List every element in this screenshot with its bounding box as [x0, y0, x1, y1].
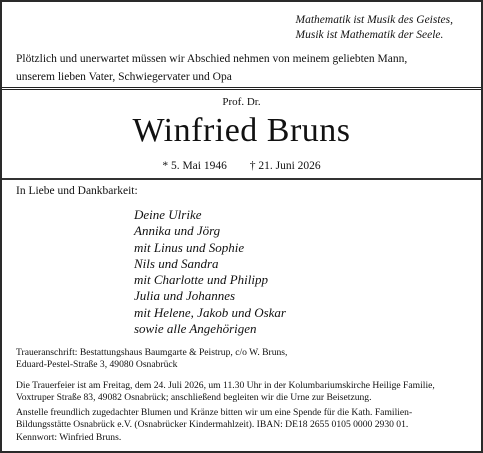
- ceremony-line-1: Die Trauerfeier ist am Freitag, dem 24. Juli 2026, um 11.30 Uhr in der Kolumbariumskirche Heilige Familie,: [16, 380, 435, 391]
- family-line: Nils und Sandra: [134, 255, 219, 271]
- donation-line-2: Bildungsstätte Osnabrück e.V. (Osnabrücker Kindermahlzeit). IBAN: DE18 2655 0105 0000 2930 01.: [16, 419, 409, 431]
- double-divider: [2, 87, 481, 90]
- donation-line-3: Kennwort: Winfried Bruns.: [16, 431, 122, 443]
- ceremony-info: [16, 380, 467, 405]
- motto-line-2: Musik ist Mathematik der Seele.: [295, 29, 444, 41]
- mourning-address: [16, 347, 467, 372]
- motto-quote: [296, 13, 453, 43]
- family-line: Deine Ulrike: [134, 207, 202, 222]
- family-line: sowie alle Angehörigen: [134, 321, 257, 337]
- family-line: mit Charlotte und Philipp: [134, 272, 268, 288]
- death-date: † 21. Juni 2026: [249, 160, 321, 172]
- family-line: Annika und Jörg: [134, 223, 221, 239]
- family-line: Julia und Johannes: [134, 288, 236, 304]
- love-line: In Liebe und Dankbarkeit:: [16, 185, 138, 197]
- intro-line-1: Plötzlich und unerwartet müssen wir Abschied nehmen von meinem geliebten Mann,: [16, 53, 408, 65]
- family-line: mit Helene, Jakob und Oskar: [134, 304, 286, 320]
- academic-title: Prof. Dr.: [222, 96, 261, 108]
- intro-line-2: unserem lieben Vater, Schwiegervater und Opa: [16, 71, 232, 83]
- address-line-1: Traueranschrift: Bestattungshaus Baumgarte & Peistrup, c/o W. Bruns,: [16, 347, 288, 358]
- family-list: [134, 207, 286, 337]
- birth-date: * 5. Mai 1946: [162, 160, 227, 172]
- deceased-name: Winfried Bruns: [132, 112, 351, 149]
- ceremony-line-2: Voxtruper Straße 83, 49082 Osnabrück; anschließend begleiten wir die Urne zur Beisetzung.: [16, 392, 372, 404]
- divider: [2, 178, 481, 180]
- donation-line-1: Anstelle freundlich zugedachter Blumen und Kränze bitten wir um eine Spende für die Kath. Familien-: [16, 407, 413, 418]
- donation-info: [16, 407, 467, 444]
- life-dates: [2, 160, 481, 172]
- address-line-2: Eduard-Pestel-Straße 3, 49080 Osnabrück: [16, 359, 178, 371]
- motto-line-1: Mathematik ist Musik des Geistes,: [295, 14, 453, 26]
- intro-text: [16, 50, 467, 86]
- family-line: mit Linus und Sophie: [134, 239, 245, 255]
